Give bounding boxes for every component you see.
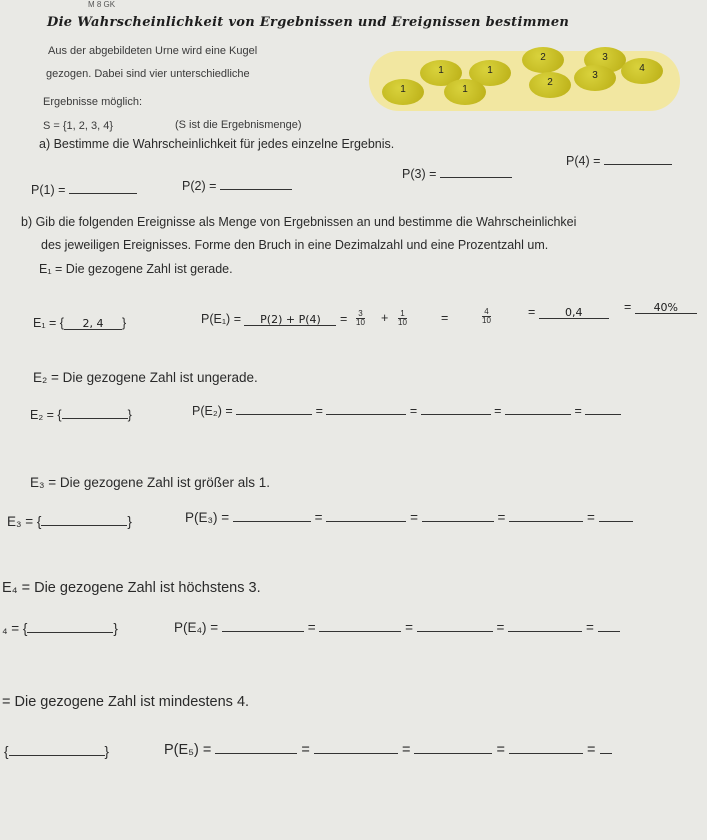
ball — [382, 79, 424, 105]
e3-set-row — [7, 513, 132, 529]
ball-number: 1 — [487, 65, 493, 76]
p3-row — [402, 165, 512, 181]
e4-decimal-blank[interactable] — [508, 619, 582, 632]
e2-p-blank[interactable] — [236, 402, 312, 415]
e2-description: E₂ = Die gezogene Zahl ist ungerade. — [33, 370, 258, 385]
fraction-numerator: 3 — [356, 310, 365, 319]
eq-sign: = — [497, 510, 506, 525]
e2-percent-blank[interactable] — [585, 402, 621, 415]
p2-label: P(2) = — [182, 179, 217, 193]
p1-row — [31, 181, 137, 197]
eq-sign: = — [409, 404, 418, 418]
e1-set-row — [33, 316, 126, 330]
eq-sign: = — [339, 312, 348, 326]
eq-sign: = — [401, 742, 411, 758]
e2-fraction-blank[interactable] — [326, 402, 406, 415]
e4-set-label: ₄ = { — [2, 621, 28, 636]
e4-fraction-blank[interactable] — [319, 619, 401, 632]
ball-number: 2 — [540, 52, 546, 63]
close-brace: } — [121, 316, 127, 330]
e1-fraction-a — [356, 310, 365, 328]
e2-sum-blank[interactable] — [421, 402, 491, 415]
e3-p-row — [185, 509, 633, 525]
e1-p-row — [201, 312, 347, 326]
e1-fraction-b — [398, 310, 407, 328]
task-b-text-2: des jeweiligen Ereignisses. Forme den Bruch in eine Dezimalzahl und eine Prozentzahl um. — [41, 238, 549, 252]
eq-sign: = — [585, 620, 594, 635]
e5-sum-blank[interactable] — [414, 741, 492, 754]
fraction-numerator: 1 — [398, 310, 407, 319]
ball — [574, 65, 616, 91]
e2-set-label: E₂ = { — [30, 408, 62, 422]
e4-percent-blank[interactable] — [598, 619, 620, 632]
e5-set-label: { — [4, 744, 9, 759]
eq-sign: = — [301, 742, 310, 758]
ball — [522, 47, 564, 73]
e2-decimal-blank[interactable] — [505, 402, 571, 415]
result-set-note: (S ist die Ergebnismenge) — [175, 119, 302, 131]
p4-row — [566, 152, 672, 168]
ball-number: 1 — [462, 84, 468, 95]
e4-sum-blank[interactable] — [417, 619, 493, 632]
ball-number: 1 — [438, 65, 444, 76]
e3-fraction-blank[interactable] — [326, 509, 406, 522]
e4-description: E₄ = Die gezogene Zahl ist höchstens 3. — [2, 580, 261, 596]
e1-set-value[interactable]: 2, 4 — [64, 317, 122, 330]
intro-line-1: Aus der abgebildeten Urne wird eine Kugel — [48, 45, 258, 57]
e4-p-label: P(E₄) = — [174, 620, 219, 635]
e3-set-blank[interactable] — [41, 513, 127, 526]
e2-set-row — [30, 406, 132, 422]
p4-answer-blank[interactable] — [604, 152, 672, 165]
e4-set-row — [2, 620, 118, 636]
eq-sign: = — [528, 305, 536, 319]
eq-sign: = — [410, 510, 418, 525]
plus-sign: + — [381, 311, 389, 325]
p4-label: P(4) = — [566, 154, 601, 168]
eq-sign: = — [496, 620, 505, 635]
ball-number: 4 — [639, 63, 645, 74]
e1-fraction-c — [482, 308, 491, 326]
p2-row — [182, 177, 292, 193]
fraction-denominator: 10 — [356, 318, 365, 328]
task-b-text-1: b) Gib die folgenden Ereignisse als Menge von Ergebnissen an und bestimme die Wahrscheinlichkei — [21, 215, 577, 229]
eq-sign: = — [494, 404, 502, 418]
close-brace: } — [127, 514, 132, 529]
eq-sign: = — [586, 510, 595, 525]
intro-line-3: Ergebnisse möglich: — [43, 96, 143, 108]
p1-answer-blank[interactable] — [69, 181, 137, 194]
e3-description: E₃ = Die gezogene Zahl ist größer als 1. — [30, 475, 270, 490]
eq-sign: = — [496, 742, 505, 758]
p1-label: P(1) = — [31, 183, 66, 197]
e5-set-blank[interactable] — [9, 743, 105, 756]
task-a-text: a) Bestimme die Wahrscheinlichkeit für jedes einzelne Ergebnis. — [39, 137, 395, 151]
e1-decimal-answer[interactable]: 0,4 — [539, 306, 609, 319]
p2-answer-blank[interactable] — [220, 177, 292, 190]
ball-number: 2 — [547, 77, 553, 88]
e5-set-row — [4, 743, 109, 759]
e5-fraction-blank[interactable] — [314, 741, 398, 754]
ball — [444, 79, 486, 105]
eq-sign: = — [574, 404, 582, 418]
eq-sign: = — [624, 300, 632, 314]
e5-p-label: P(E₅) = — [164, 742, 212, 758]
page-title: Die Wahrscheinlichkeit von Ergebnissen und Ereignissen bestimmen — [47, 15, 570, 30]
ball-number: 3 — [602, 52, 608, 63]
e2-p-label: P(E₂) = — [192, 404, 233, 418]
p3-answer-blank[interactable] — [440, 165, 512, 178]
e3-set-label: E₃ = { — [7, 514, 42, 529]
e1-set-label: E₁ = { — [33, 316, 64, 330]
e5-percent-blank[interactable] — [600, 741, 612, 754]
eq-sign: = — [307, 620, 316, 635]
e5-decimal-blank[interactable] — [509, 741, 583, 754]
eq-sign: = — [405, 620, 413, 635]
e1-p-label: P(E₁) = — [201, 312, 241, 326]
e4-p-blank[interactable] — [222, 619, 304, 632]
e5-p-row — [164, 741, 612, 758]
eq-sign: = — [314, 510, 323, 525]
e4-p-row — [174, 619, 620, 635]
e1-percent-row — [624, 300, 697, 314]
intro-line-2: gezogen. Dabei sind vier unterschiedliche — [46, 68, 250, 80]
e3-p-label: P(E₃) = — [185, 510, 230, 525]
eq-sign: = — [315, 404, 323, 418]
e4-set-blank[interactable] — [27, 620, 113, 633]
e1-percent-answer[interactable]: 40% — [635, 301, 697, 314]
e1-p-sum[interactable]: P(2) + P(4) — [244, 313, 336, 326]
e1-description: E₁ = Die gezogene Zahl ist gerade. — [39, 262, 233, 276]
e1-decimal-row — [528, 305, 609, 319]
e3-decimal-blank[interactable] — [509, 509, 583, 522]
ball-number: 1 — [400, 84, 406, 95]
close-brace: } — [127, 408, 132, 422]
close-brace: } — [104, 744, 110, 759]
e3-sum-blank[interactable] — [422, 509, 494, 522]
e5-description: = Die gezogene Zahl ist mindestens 4. — [2, 694, 250, 710]
ball — [529, 72, 571, 98]
eq-sign: = — [587, 742, 596, 758]
e3-percent-blank[interactable] — [599, 509, 633, 522]
e2-p-row — [192, 402, 621, 418]
result-set: S = {1, 2, 3, 4} — [43, 120, 114, 132]
fraction-denominator: 10 — [398, 318, 407, 328]
urn-image — [369, 51, 680, 111]
ball-number: 3 — [592, 70, 598, 81]
ball — [621, 58, 663, 84]
fraction-numerator: 4 — [482, 308, 491, 317]
corner-marks: M 8 GK — [88, 0, 116, 9]
e2-set-blank[interactable] — [62, 406, 128, 419]
close-brace: } — [113, 621, 118, 636]
e3-p-blank[interactable] — [233, 509, 311, 522]
p3-label: P(3) = — [402, 167, 437, 181]
eq-sign: = — [441, 311, 449, 325]
e5-p-blank[interactable] — [215, 741, 297, 754]
fraction-denominator: 10 — [482, 316, 491, 326]
